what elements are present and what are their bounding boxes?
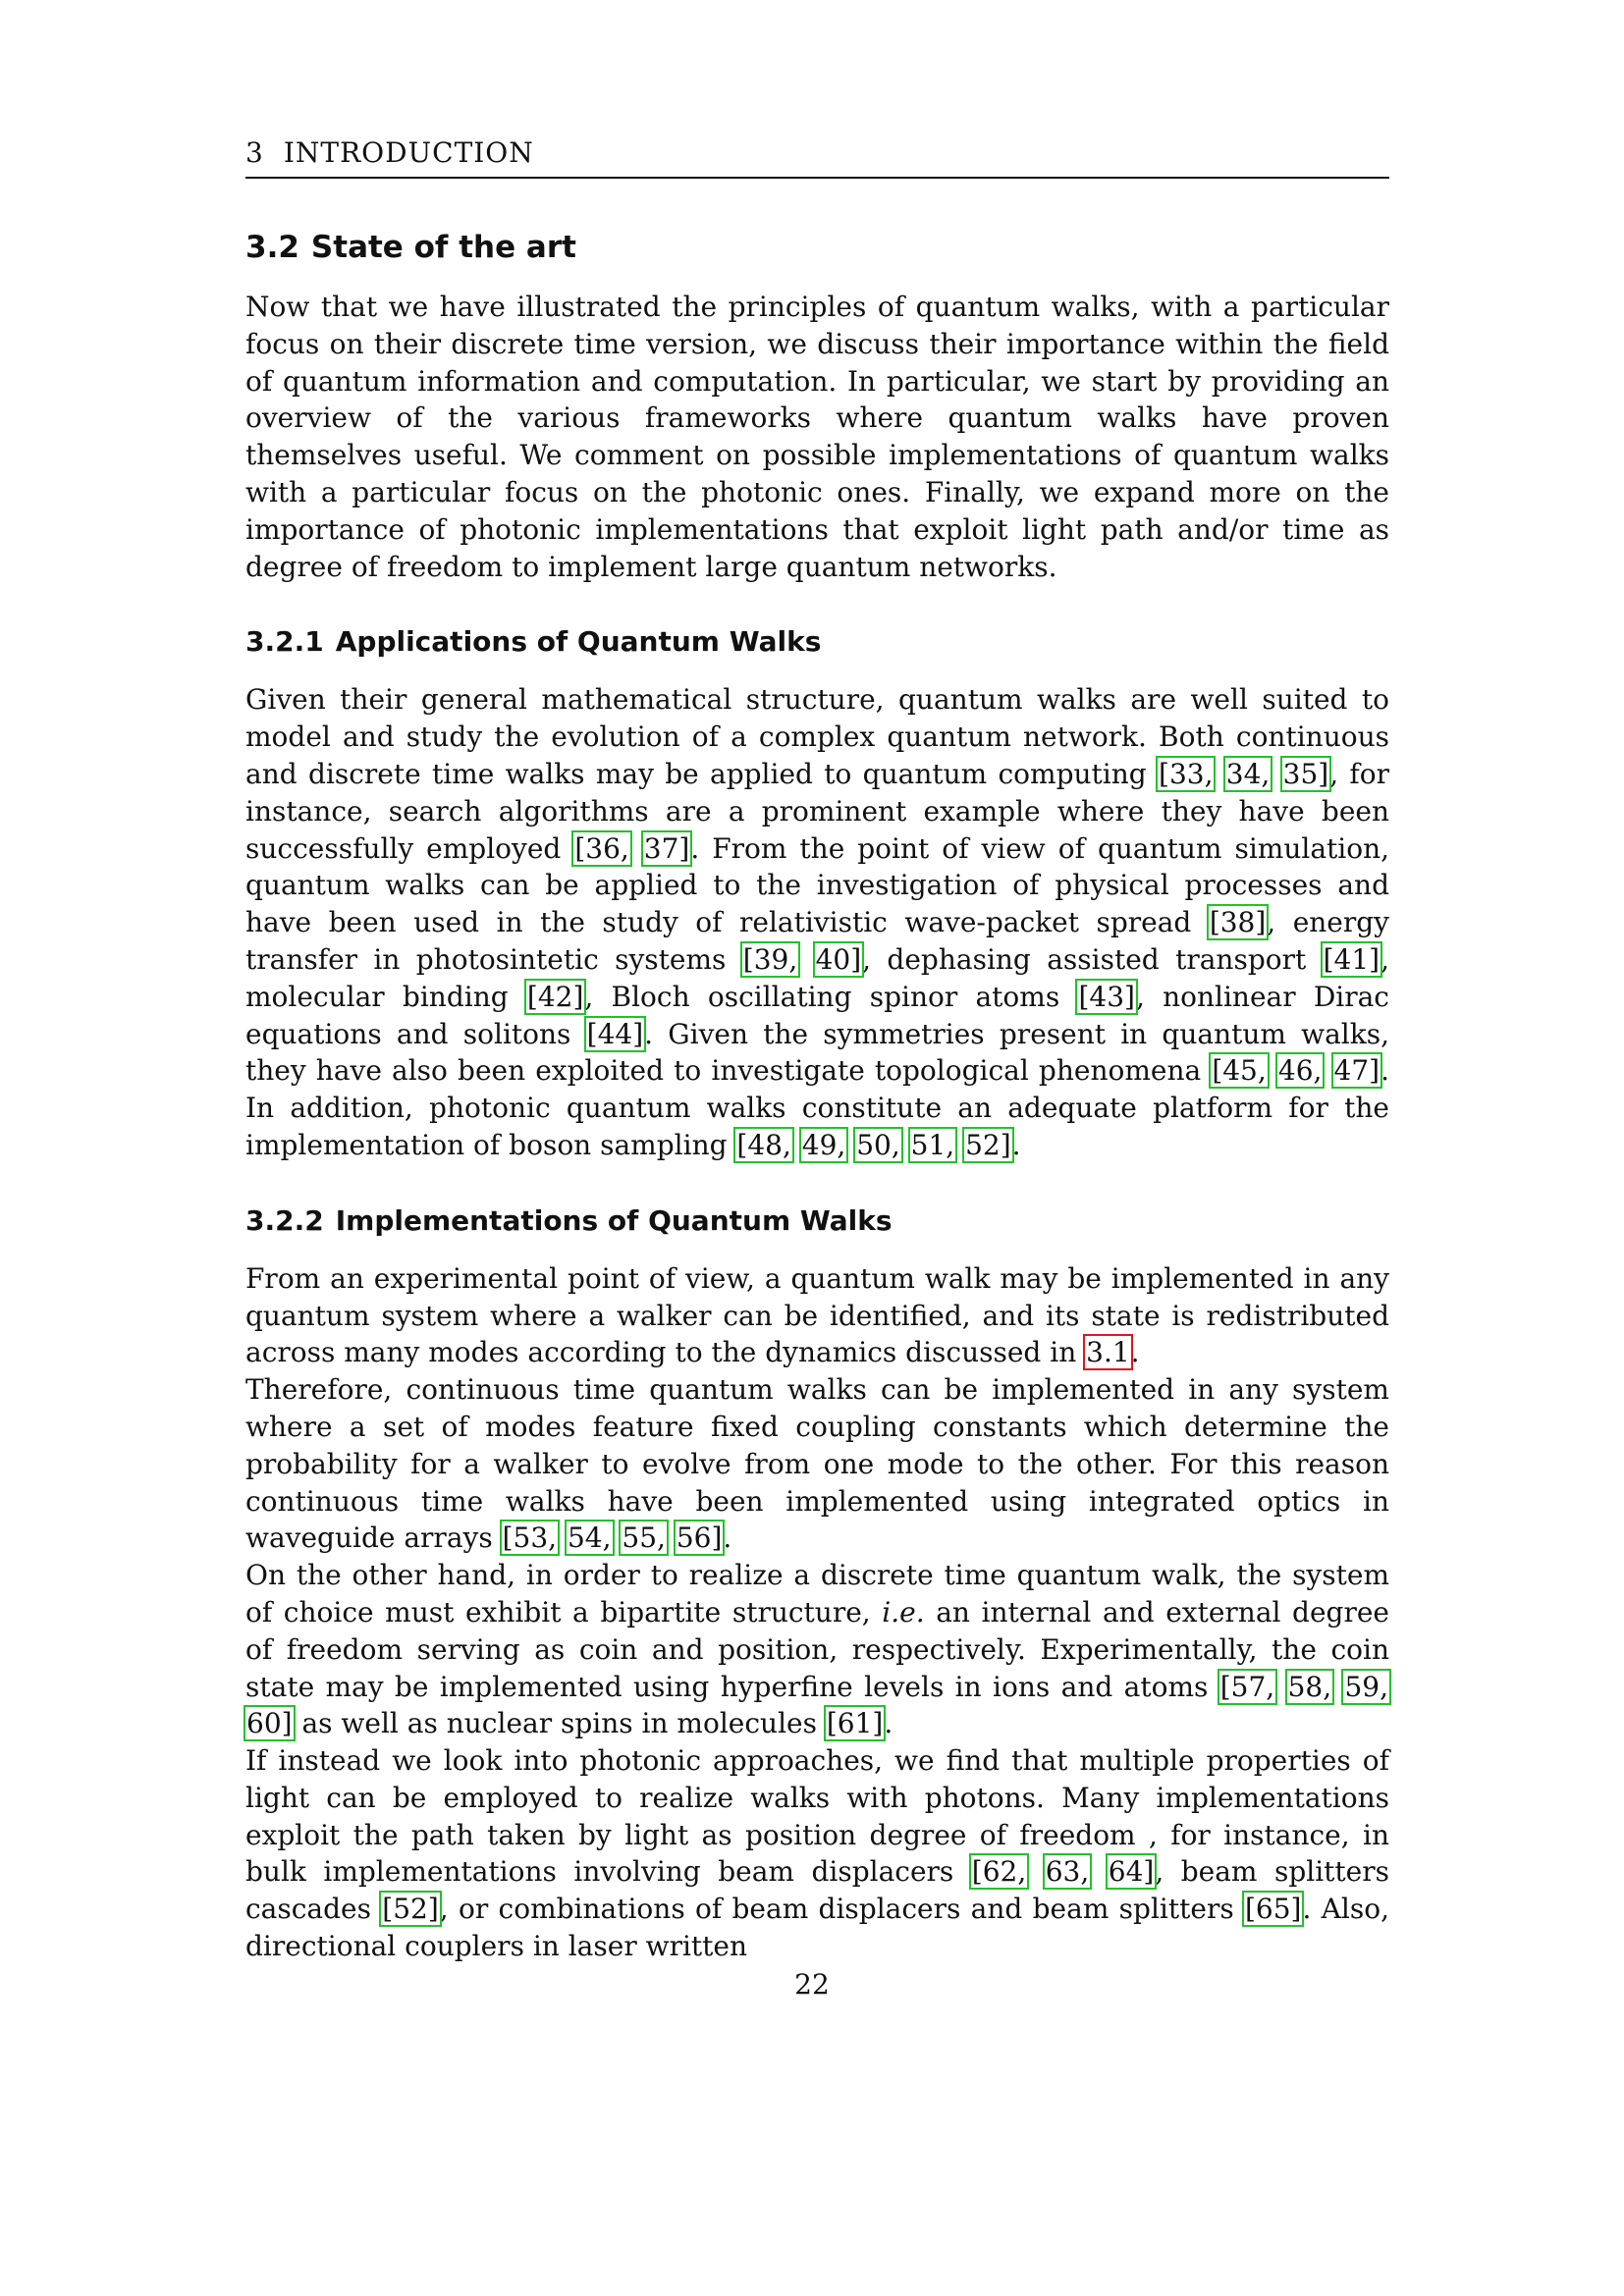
citation-link[interactable]: 50,: [856, 1128, 900, 1161]
text-run: From an experimental point of view, a quantum walk may be implemented in any quantum system where a walker can be identified, and its state is redistributed across many modes according to the dynamics discussed in: [245, 1261, 1389, 1369]
intro-paragraph: Now that we have illustrated the principles of quantum walks, with a particular focus on their discrete time version, we discuss their importance within the field of quantum information and computation. In particular, we start by providing an overview of the various frameworks where quantum walks have proven themselves useful. We comment on possible implementations of quantum walks with a particular focus on the photonic ones. Finally, we expand more on the importance of photonic implementations that exploit light path and/or time as degree of freedom to implement large quantum networks.: [245, 291, 1389, 583]
citation-link[interactable]: [45,: [1212, 1054, 1267, 1088]
text-run: .: [1011, 1128, 1021, 1161]
citation-link[interactable]: 52]: [965, 1128, 1011, 1161]
citation-link[interactable]: 64]: [1108, 1855, 1155, 1889]
text-run: , molecular binding: [245, 942, 1389, 1013]
running-header: [245, 135, 1389, 179]
italic-text: i.e.: [882, 1595, 925, 1629]
citation-link[interactable]: [42]: [526, 980, 584, 1013]
citation-link[interactable]: 35]: [1282, 757, 1329, 790]
citation-link[interactable]: [61]: [826, 1707, 884, 1740]
section-heading: [245, 228, 1389, 267]
text-run: an internal and external degree of freedom serving as coin and position, respectively. Experimentally, the coin state may be implemented using hyperfine levels in ions and atoms: [245, 1595, 1390, 1703]
text-run: , nonlinear Dirac equations and solitons: [245, 980, 1389, 1050]
citation-link[interactable]: [52]: [382, 1893, 439, 1926]
page-number: 22: [794, 1968, 830, 2001]
applications-paragraph: [245, 681, 1389, 1163]
citation-link[interactable]: 54,: [567, 1522, 612, 1555]
text-run: , beam splitters cascades: [245, 1855, 1389, 1926]
citation-link[interactable]: 55,: [622, 1522, 666, 1555]
header-chapter-number: 3: [245, 136, 264, 169]
text-run: as well as nuclear spins in molecules: [293, 1707, 826, 1740]
subsection-heading-applications: [245, 624, 1389, 660]
text-run: . In addition, photonic quantum walks constitute an adequate platform for the implementation of boson sampling: [245, 1054, 1390, 1161]
text-run: . Given the symmetries present in quantum walks, they have also been exploited to investigate topological phenomena: [245, 1017, 1390, 1088]
citation-link[interactable]: 63,: [1045, 1855, 1090, 1889]
implementations-paragraph-2: [245, 1371, 1389, 1557]
citation-link[interactable]: [62,: [971, 1855, 1027, 1889]
citation-link[interactable]: [57,: [1219, 1670, 1275, 1703]
subsection-number: 3.2.1: [245, 625, 324, 659]
section-title: State of the art: [310, 230, 576, 265]
citation-link[interactable]: [33,: [1159, 757, 1214, 790]
citation-link[interactable]: [38]: [1209, 906, 1267, 939]
text-run: . Also, directional couplers in laser written: [245, 1893, 1389, 1963]
text-run: , for instance, search algorithms are a prominent example where they have been successfully employed: [245, 757, 1390, 865]
citation-link[interactable]: 51,: [910, 1128, 955, 1161]
implementations-paragraph-4: [245, 1742, 1389, 1965]
citation-link[interactable]: [53,: [502, 1522, 558, 1555]
citation-link[interactable]: [48,: [736, 1128, 791, 1161]
page-body: [245, 135, 1389, 1965]
text-run: .: [1130, 1336, 1140, 1369]
text-run: . From the point of view of quantum simulation, quantum walks can be applied to the investigation of physical processes and have been used in the study of relativistic wave-packet spread: [245, 831, 1390, 939]
section-reference-link[interactable]: 3.1: [1086, 1336, 1130, 1369]
citation-link[interactable]: 40]: [815, 942, 862, 976]
text-run: , or combinations of beam displacers and beam splitters: [439, 1893, 1244, 1926]
text-run: .: [884, 1707, 893, 1740]
text-run: , energy transfer in photosintetic systems: [245, 906, 1389, 976]
text-run: Given their general mathematical structure, quantum walks are well suited to model and study the evolution of a complex quantum network. Both continuous and discrete time walks may be applied to quantum computing: [245, 683, 1389, 790]
citation-link[interactable]: [44]: [586, 1017, 644, 1050]
text-run: Therefore, continuous time quantum walks can be implemented in any system where a set of modes feature fixed coupling constants which determine the probability for a walker to evolve from one mode to the other. For this reason continuous time walks have been implemented using integrated optics in waveguide arrays: [245, 1373, 1389, 1555]
citation-link[interactable]: [41]: [1323, 942, 1380, 976]
citation-link[interactable]: 60]: [246, 1707, 293, 1740]
section-number: 3.2: [245, 230, 299, 265]
citation-link[interactable]: [39,: [742, 942, 798, 976]
header-chapter-title: INTRODUCTION: [283, 136, 534, 169]
citation-link[interactable]: 34,: [1225, 757, 1271, 790]
subsection-title: Implementations of Quantum Walks: [335, 1203, 893, 1237]
subsection-number: 3.2.2: [245, 1203, 324, 1237]
citation-link[interactable]: 37]: [643, 831, 690, 865]
citation-link[interactable]: 59,: [1344, 1670, 1389, 1703]
citation-link[interactable]: 56]: [676, 1522, 723, 1555]
text-run: If instead we look into photonic approaches, we find that multiple properties of light can be employed to realize walks with photons. Many implementations exploit the path taken by light as position degree of freedom , for instance, in bulk implementations involving beam displacers: [245, 1744, 1389, 1889]
citation-link[interactable]: 58,: [1287, 1670, 1332, 1703]
text-run: , Bloch oscillating spinor atoms: [584, 980, 1078, 1013]
implementations-paragraph-1: [245, 1260, 1389, 1371]
subsection-heading-implementations: [245, 1203, 1389, 1239]
implementations-paragraph-3: [245, 1557, 1389, 1742]
citation-link[interactable]: [43]: [1078, 980, 1135, 1013]
citation-link[interactable]: [36,: [574, 831, 629, 865]
citation-link[interactable]: [65]: [1245, 1893, 1302, 1926]
text-run: .: [723, 1522, 732, 1555]
text-run: , dephasing assisted transport: [862, 942, 1323, 976]
citation-link[interactable]: 46,: [1277, 1054, 1323, 1088]
text-run: On the other hand, in order to realize a discrete time quantum walk, the system of choice must exhibit a bipartite structure,: [245, 1559, 1389, 1629]
citation-link[interactable]: 47]: [1333, 1054, 1380, 1088]
subsection-title: Applications of Quantum Walks: [335, 625, 822, 659]
citation-link[interactable]: 49,: [801, 1128, 846, 1161]
